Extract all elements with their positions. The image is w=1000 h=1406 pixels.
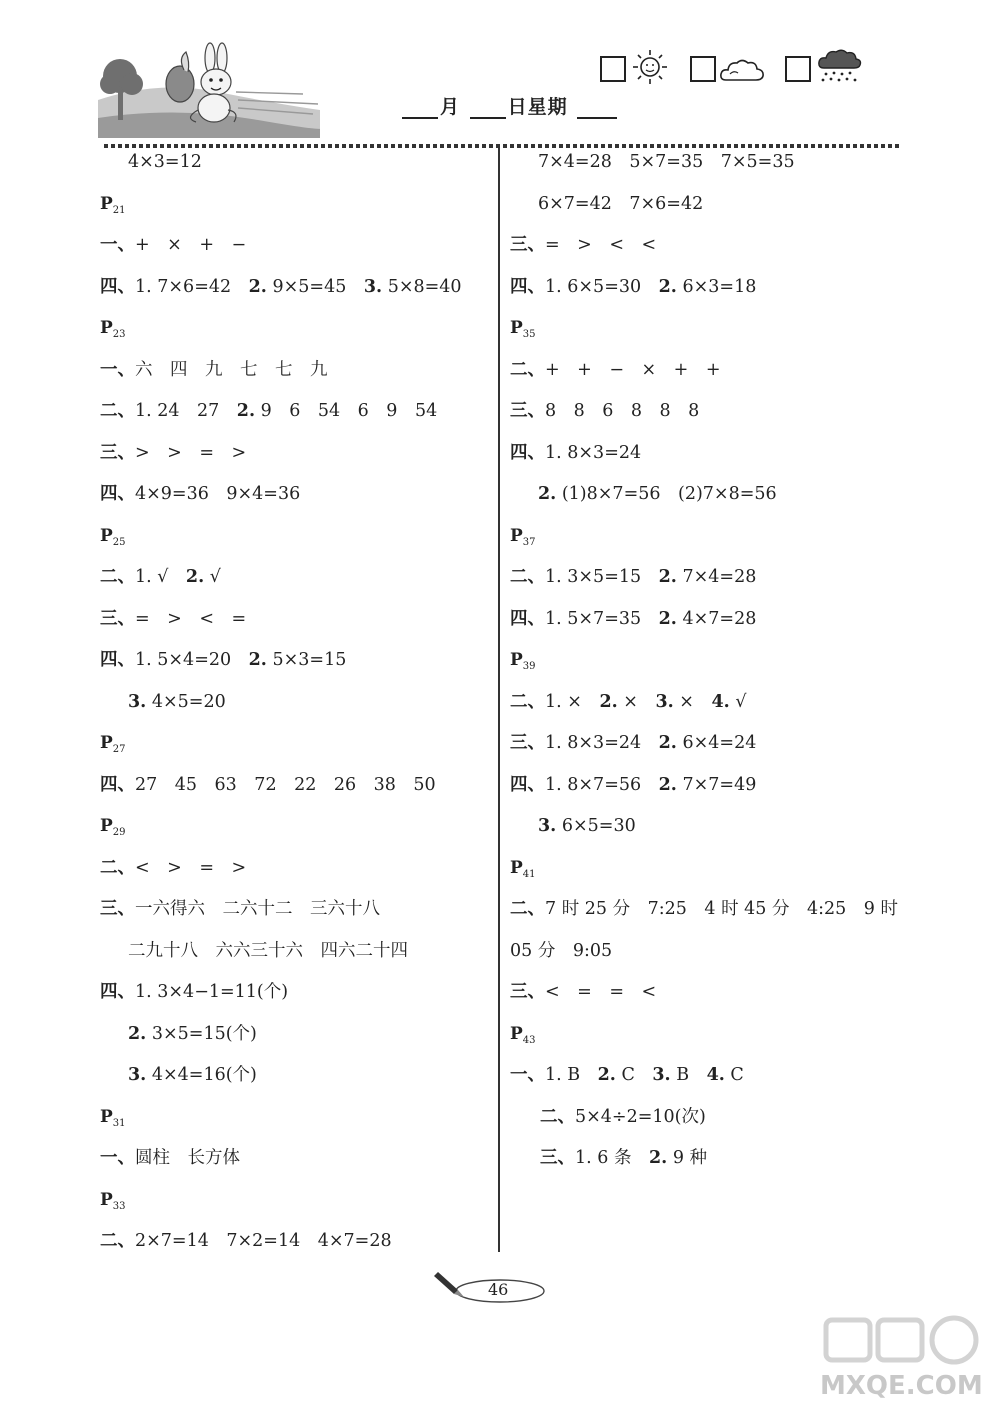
page-ref-label bbox=[510, 858, 536, 878]
answer-text: 05 分 9:05 bbox=[510, 940, 613, 961]
answer-text: 4×3=12 bbox=[128, 152, 202, 172]
watermark-logo bbox=[820, 1312, 1000, 1402]
answer-text: 一、+ × + − bbox=[100, 235, 247, 255]
answer-text: 二九十八 六六三十六 四六二十四 bbox=[128, 940, 408, 961]
page-ref-label bbox=[510, 318, 536, 338]
answer-text: 三、= > < = bbox=[100, 608, 247, 629]
page-ref-number: 21 bbox=[112, 204, 126, 216]
answer-line bbox=[100, 980, 500, 1022]
page-ref-letter: P bbox=[510, 650, 523, 670]
answer-text: 四、1. 8×7=56 2. 7×7=49 bbox=[510, 774, 757, 795]
answer-text: 三、8 8 6 8 8 8 bbox=[510, 401, 700, 421]
day-blank[interactable] bbox=[470, 99, 506, 119]
page-ref-letter: P bbox=[100, 816, 113, 836]
page-ref-label bbox=[100, 526, 126, 546]
weekday-blank[interactable] bbox=[577, 99, 617, 119]
month-label: 月 bbox=[440, 96, 461, 118]
page-reference bbox=[100, 1188, 500, 1230]
answer-text: 四、1. 6×5=30 2. 6×3=18 bbox=[510, 276, 757, 297]
answer-text: 四、1. 8×3=24 bbox=[510, 442, 642, 463]
answer-text: 二、1. √ 2. √ bbox=[100, 567, 221, 587]
answer-text: 三、< = = < bbox=[510, 982, 657, 1002]
answer-text: 二、1. 3×5=15 2. 7×4=28 bbox=[510, 567, 757, 587]
answer-text: 3. 4×4=16(个) bbox=[128, 1065, 257, 1085]
answer-line bbox=[100, 856, 500, 898]
page-reference bbox=[510, 648, 910, 690]
page-ref-label bbox=[510, 526, 536, 546]
page-reference bbox=[510, 856, 910, 898]
page-reference bbox=[100, 814, 500, 856]
page-ref-number: 37 bbox=[522, 536, 536, 548]
answer-line bbox=[510, 565, 910, 607]
dotted-separator bbox=[104, 143, 900, 149]
answer-line bbox=[100, 1146, 500, 1188]
answer-line bbox=[100, 275, 500, 317]
answer-line bbox=[100, 358, 500, 400]
watermark-text: MXQE.COM bbox=[820, 1371, 983, 1401]
page-ref-letter: P bbox=[100, 1189, 113, 1210]
page-ref-letter: P bbox=[100, 193, 113, 214]
page-reference bbox=[100, 731, 500, 773]
page-ref-label bbox=[100, 318, 126, 338]
answer-text: 二、2×7=14 7×2=14 4×7=28 bbox=[100, 1231, 392, 1251]
answer-text: 四、27 45 63 72 22 26 38 50 bbox=[100, 774, 436, 795]
answer-text: 四、4×9=36 9×4=36 bbox=[100, 484, 301, 504]
page-ref-letter: P bbox=[100, 1106, 113, 1127]
page-ref-label bbox=[100, 194, 126, 214]
answer-text: 2. 3×5=15(个) bbox=[128, 1023, 257, 1044]
answer-line bbox=[510, 814, 910, 856]
weather-cloudy-checkbox[interactable] bbox=[690, 56, 716, 82]
page-ref-number: 31 bbox=[112, 1117, 126, 1129]
answer-line bbox=[100, 773, 500, 815]
answer-line bbox=[100, 897, 500, 939]
answer-text: 7×4=28 5×7=35 7×5=35 bbox=[538, 152, 795, 172]
page-ref-letter: P bbox=[510, 857, 523, 878]
month-blank[interactable] bbox=[402, 99, 438, 119]
page-ref-number: 29 bbox=[112, 827, 126, 838]
answer-line bbox=[100, 399, 500, 441]
answer-text: 一、六 四 九 七 七 九 bbox=[100, 359, 328, 380]
answers-left-column bbox=[100, 150, 500, 1271]
answer-line bbox=[510, 358, 910, 400]
cloud-icon bbox=[718, 56, 766, 84]
answer-line bbox=[510, 773, 910, 815]
answer-line bbox=[100, 482, 500, 524]
pencil-icon bbox=[434, 1272, 464, 1297]
page-ref-number: 39 bbox=[522, 661, 536, 672]
page-reference bbox=[510, 524, 910, 566]
answer-line bbox=[100, 150, 500, 192]
answer-text: 三、> > = > bbox=[100, 442, 247, 463]
page-ref-label bbox=[510, 1024, 536, 1044]
answer-line bbox=[510, 482, 910, 524]
answer-line bbox=[100, 1063, 500, 1105]
answer-text: 6×7=42 7×6=42 bbox=[538, 193, 704, 214]
answer-line bbox=[100, 565, 500, 607]
page-ref-label bbox=[100, 816, 126, 836]
page-ref-label bbox=[100, 733, 126, 753]
answer-line bbox=[100, 648, 500, 690]
page-ref-letter: P bbox=[100, 525, 113, 546]
answer-line bbox=[100, 441, 500, 483]
answer-line bbox=[510, 1105, 910, 1147]
answer-line bbox=[510, 275, 910, 317]
answer-line bbox=[510, 980, 910, 1022]
answer-line bbox=[100, 939, 500, 981]
page-ref-letter: P bbox=[510, 1023, 523, 1044]
answer-text: 3. 6×5=30 bbox=[538, 816, 636, 836]
date-fill-line bbox=[400, 92, 619, 119]
page-reference bbox=[510, 316, 910, 358]
answer-line bbox=[510, 399, 910, 441]
answer-text: 三、= > < < bbox=[510, 235, 657, 255]
page-ref-letter: P bbox=[100, 733, 113, 753]
answer-text: 二、< > = > bbox=[100, 857, 247, 878]
answer-text: 四、1. 3×4−1=11(个) bbox=[100, 982, 289, 1002]
answer-text: 2. (1)8×7=56 (2)7×8=56 bbox=[538, 484, 777, 504]
answer-line bbox=[510, 1146, 910, 1188]
answer-text: 3. 4×5=20 bbox=[128, 691, 226, 712]
weather-rainy-checkbox[interactable] bbox=[785, 56, 811, 82]
page-reference bbox=[100, 192, 500, 234]
rain-icon bbox=[816, 48, 862, 86]
answers-right-column bbox=[510, 150, 910, 1188]
answer-line bbox=[510, 192, 910, 234]
answer-line bbox=[510, 441, 910, 483]
page-number: 46 bbox=[488, 1280, 509, 1299]
page-ref-letter: P bbox=[100, 318, 113, 338]
answer-line bbox=[510, 1063, 910, 1105]
answer-text: 四、1. 7×6=42 2. 9×5=45 3. 5×8=40 bbox=[100, 276, 462, 297]
day-weekday-label: 日星期 bbox=[507, 96, 568, 118]
page-ref-label bbox=[100, 1190, 126, 1210]
page-ref-number: 23 bbox=[112, 329, 126, 340]
answer-text: 三、1. 6 条 2. 9 种 bbox=[540, 1148, 708, 1168]
answer-line bbox=[510, 690, 910, 732]
answer-text: 三、1. 8×3=24 2. 6×4=24 bbox=[510, 733, 757, 753]
answer-text: 二、7 时 25 分 7:25 4 时 45 分 4:25 9 时 bbox=[510, 899, 898, 919]
answer-line bbox=[100, 1022, 500, 1064]
answer-text: 三、一六得六 二六十二 三六十八 bbox=[100, 899, 380, 919]
page-ref-number: 35 bbox=[522, 329, 536, 340]
page-ref-label bbox=[100, 1107, 126, 1127]
page-ref-number: 27 bbox=[112, 744, 126, 755]
page-ref-number: 33 bbox=[112, 1200, 126, 1212]
answer-line bbox=[100, 607, 500, 649]
answer-text: 一、圆柱 长方体 bbox=[100, 1148, 240, 1168]
page-reference bbox=[510, 1022, 910, 1064]
answer-text: 二、5×4÷2=10(次) bbox=[540, 1106, 706, 1127]
page-ref-letter: P bbox=[510, 525, 523, 546]
answer-line bbox=[100, 690, 500, 732]
answer-line bbox=[100, 233, 500, 275]
weather-sunny-checkbox[interactable] bbox=[600, 56, 626, 82]
sun-icon bbox=[630, 48, 670, 86]
answer-line bbox=[510, 897, 910, 939]
rabbit-meadow-illustration bbox=[98, 40, 320, 138]
page-ref-number: 41 bbox=[522, 868, 536, 880]
answer-text: 一、1. B 2. C 3. B 4. C bbox=[510, 1065, 744, 1085]
page-reference bbox=[100, 1105, 500, 1147]
page-ref-letter: P bbox=[510, 318, 523, 338]
page-ref-number: 43 bbox=[522, 1034, 536, 1046]
answer-text: 二、1. 24 27 2. 9 6 54 6 9 54 bbox=[100, 401, 438, 421]
page-reference bbox=[100, 524, 500, 566]
answer-line bbox=[510, 150, 910, 192]
answer-text: 二、+ + − × + + bbox=[510, 359, 721, 380]
page-reference bbox=[100, 316, 500, 358]
answer-line bbox=[510, 607, 910, 649]
page-ref-label bbox=[510, 650, 536, 670]
answer-line bbox=[510, 731, 910, 773]
answer-text: 四、1. 5×4=20 2. 5×3=15 bbox=[100, 650, 347, 670]
answer-text: 四、1. 5×7=35 2. 4×7=28 bbox=[510, 608, 757, 629]
page-ref-number: 25 bbox=[112, 536, 126, 548]
answer-text: 二、1. × 2. × 3. × 4. √ bbox=[510, 691, 747, 712]
answer-line bbox=[510, 939, 910, 981]
answer-line bbox=[510, 233, 910, 275]
